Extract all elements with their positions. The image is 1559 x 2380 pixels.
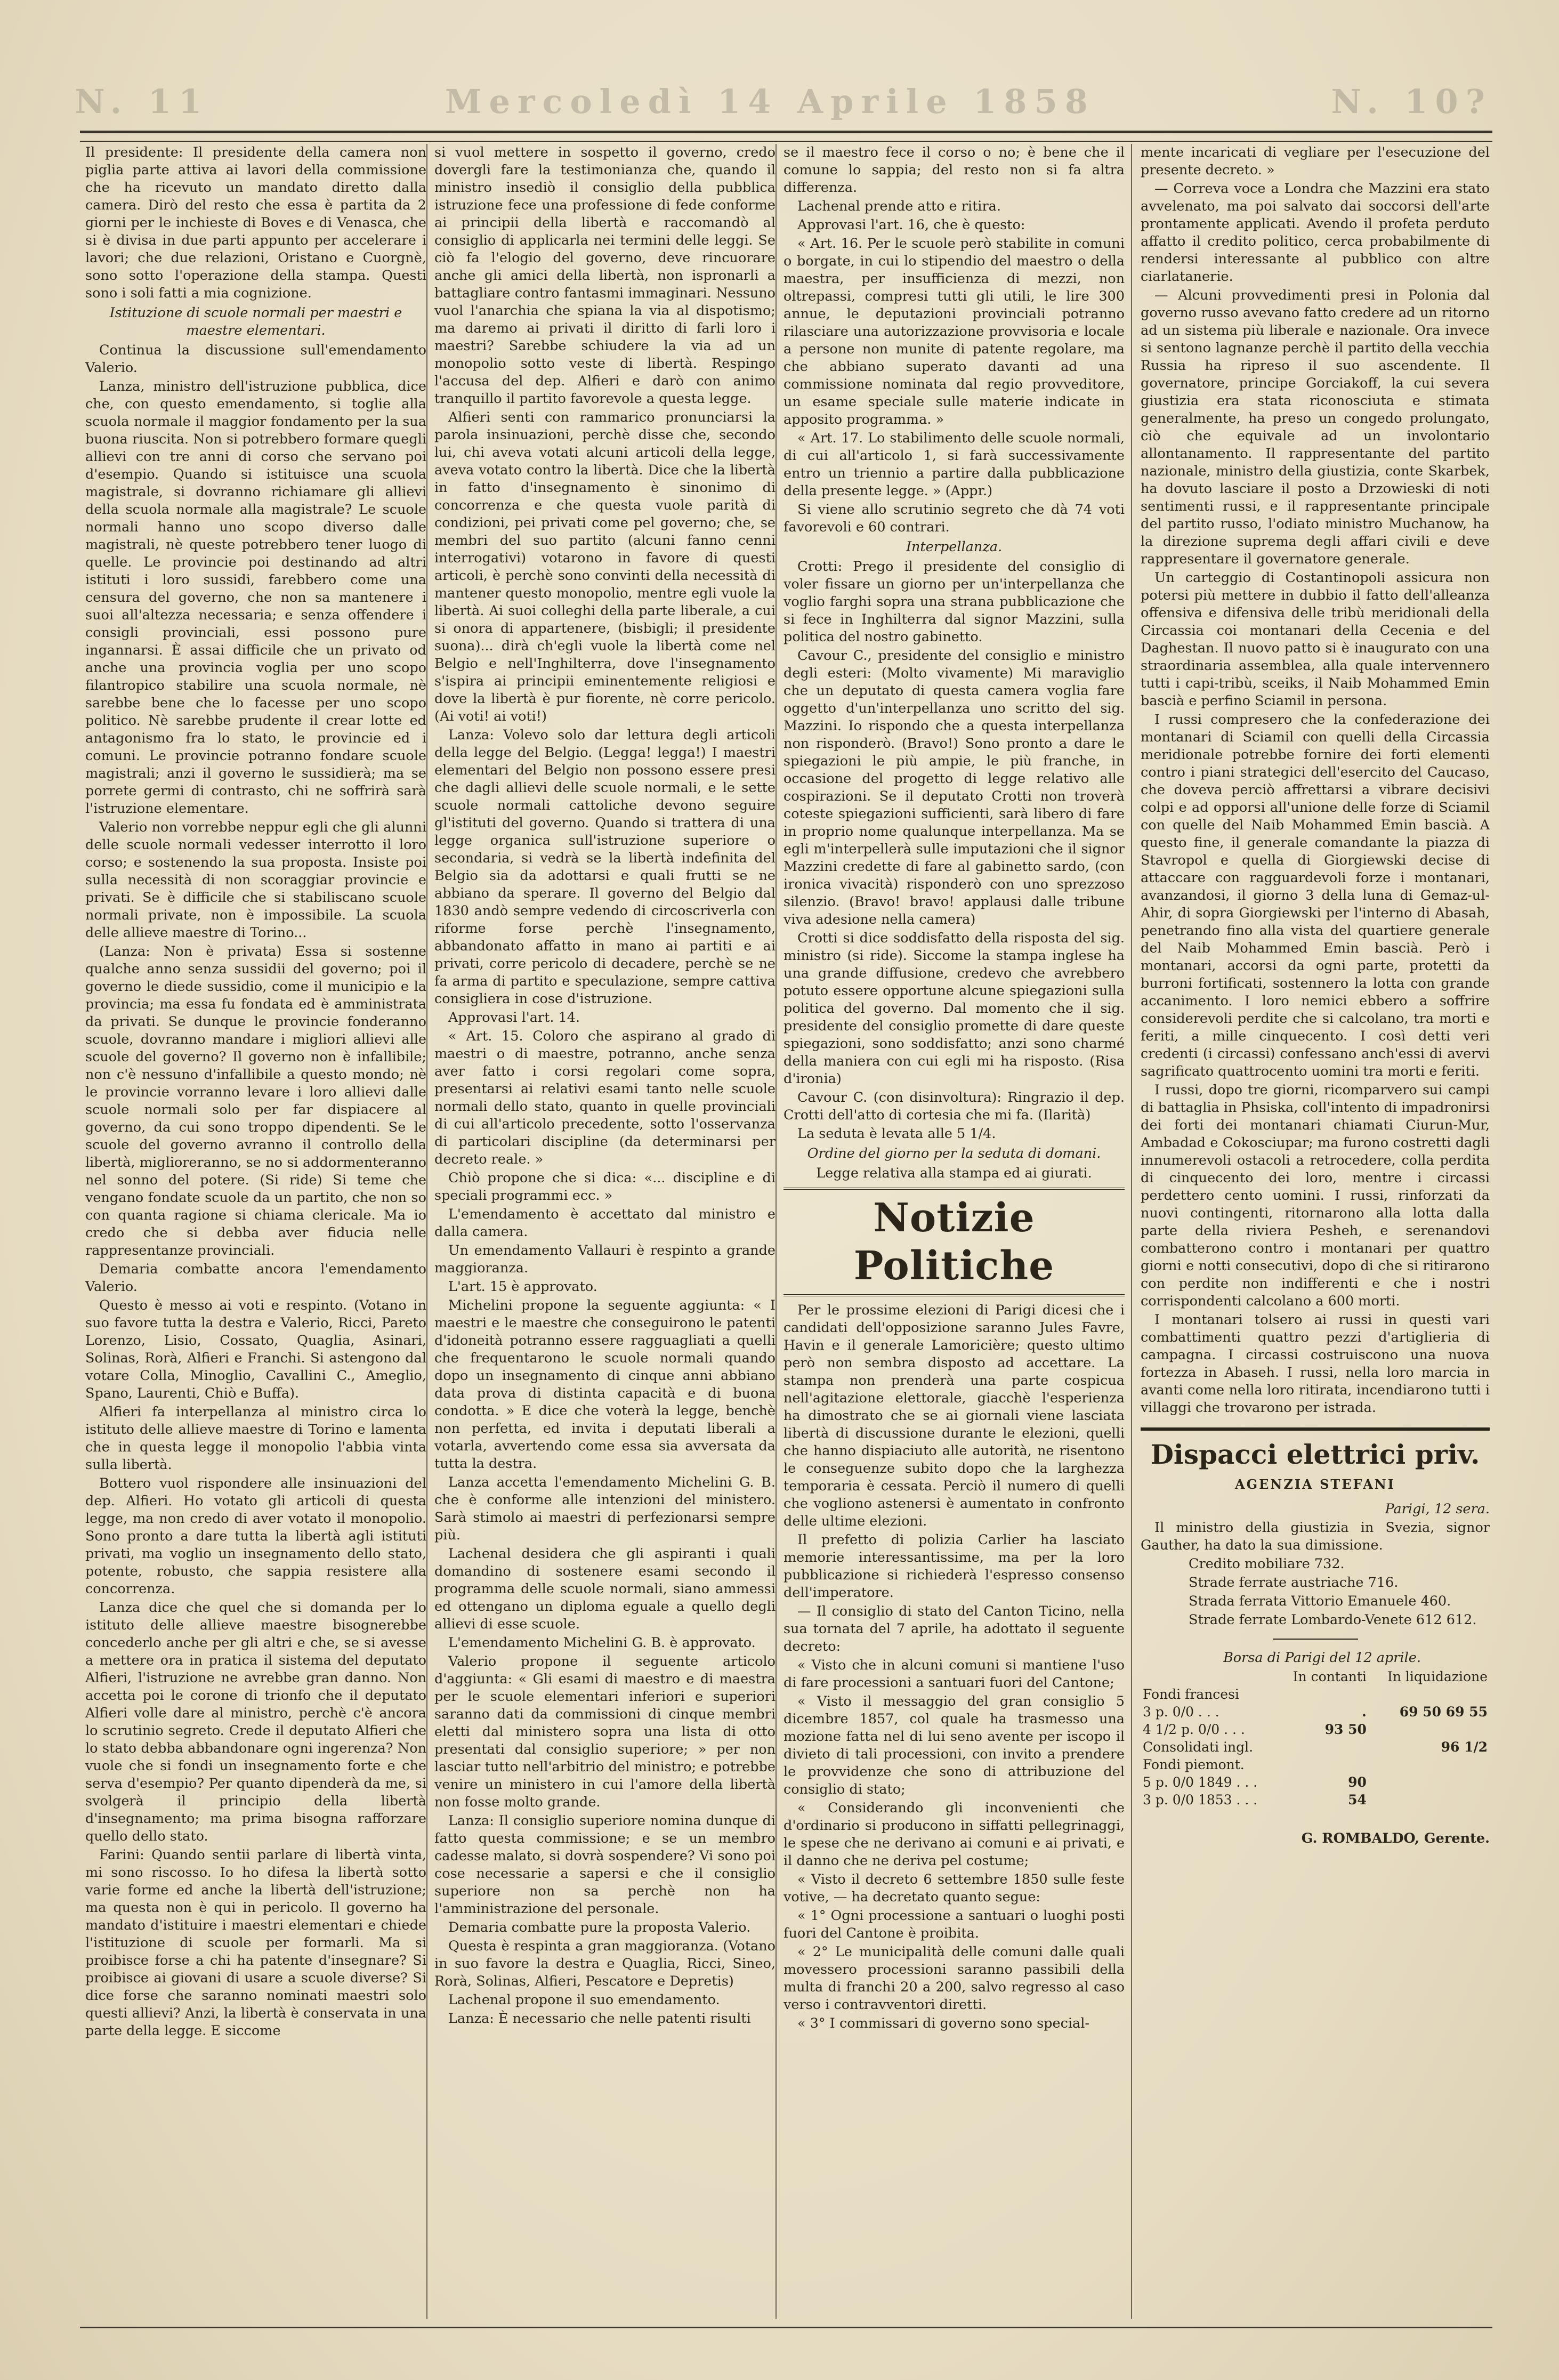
masthead-left: N. 11	[75, 82, 209, 121]
signature: G. ROMBALDO, Gerente.	[1301, 1830, 1490, 1846]
agency-name: AGENZIA STEFANI	[1235, 1477, 1395, 1492]
section-title: Interpellanza.	[906, 539, 1003, 555]
row-liquidazione	[1369, 1791, 1490, 1809]
table-row	[1141, 1721, 1490, 1738]
borsa-title: Borsa di Parigi del 12 aprile.	[1223, 1650, 1421, 1666]
paragraph: Lanza: Il consiglio superiore nomina dunque di fatto questa commissione; e se un membro cadesse malato, si dovrà sospendere? Vi sono poi cose necessarie a sapersi e che il consiglio superiore non sa perchè non ha l'amministrazione del personale.	[434, 1813, 776, 1917]
header-contanti: In contanti	[1293, 1669, 1367, 1684]
row-liquidazione	[1369, 1721, 1490, 1738]
paragraph: Cavour C., presidente del consiglio e ministro degli esteri: (Molto vivamente) Mi maraviglio che un deputato di questa camera voglia fare oggetto d'un'interpellanza uno scritto del sig. Mazzini. Io rispondo che a questa interpellanza non risponderò. (Bravo!) Sono pronto a dare le spiegazioni le più ampie, le più franche, in occasione del progetto di legge relativo alle cospirazioni. Se il deputato Crotti non troverà coteste spiegazioni sufficienti, sarà libero di fare in proprio nome qualunque interpellanza. Ma se egli m'interpellerà sulle imputazioni che il signor Mazzini credette di fare al gabinetto sardo, (con ironica vivacità) risponderò con uno sprezzoso silenzio. (Bravo! bravo! applausi dalle tribune viva adesione nella camera)	[783, 648, 1125, 927]
paragraph: I russi compresero che la confederazione dei montanari di Sciamil con quelli della Circassia meridionale potrebbe fornire dei forti elementi contro i piani strategici dell'esercito del Caucaso, che doveva perciò affrettarsi a vibrare decisivi colpi e ad opporsi all'unione delle forze di Sciamil con quelle del Naib Mohammed Emin bascià. A questo fine, il generale comandante la piazza di Stavropol e quella di Giorgiewski decise di attaccare con ragguardevoli forze i montanari, avanzandosi, il giorno 3 della luna di Gemaz-ul-Ahir, di sopra Giorgiewski per l'interno di Abasah, penetrando fino alla vista del quartiere generale del Naib Mohammed Emin bascià. Però i montanari, accorsi da ogni parte, protetti da burroni fortificati, sostennero la lotta con grande accanimento. I loro nemici ebbero a soffrire considerevoli perdite che si calcolano, tra morti e feriti, a mille cinquecento. I così detti veri credenti (i circassi) confessano anch'essi di avervi sagrificato quattrocento uomini tra morti e feriti.	[1141, 712, 1490, 1079]
paragraph: Lanza: È necessario che nelle patenti risulti	[448, 2011, 751, 2027]
paragraph: si vuol mettere in sospetto il governo, credo dovergli fare la testimonianza che, quando il ministro insediò il consiglio della pubblica istruzione fece una professione di fede conforme ai principii della libertà e raccomandò al consiglio di applicarla nei termini delle leggi. Se ciò fa l'elogio del governo, deve rincuorare anche gli amici della libertà, non ispronarli a battagliare contro fantasmi immaginari. Nessuno vuol l'anarchia che spiana la via al dispotismo; ma daremo ai privati il diritto di farli loro i maestri? Sarebbe schiudere la via ad un monopolio sotto veste di libertà. Respingo l'accusa del dep. Alfieri e darò con animo tranquillo il partito favorevole a questa legge.	[434, 144, 776, 407]
paragraph: Lanza, ministro dell'istruzione pubblica, dice che, con questo emendamento, si toglie alla scuola normale il maggior fondamento per la sua buona riuscita. Non si potrebbero formare quegli allievi con tre anni di corso che servano poi d'esempio. Quando si istituisce una scuola magistrale, si dovranno richiamare gli allievi della scuola normale alla magistrale? Le scuole normali hanno uno scopo diverso dalle magistrali, nè queste potrebbero tener luogo di quelle. Le provincie poi destinando ad altri istituti i loro sussidi, farebbero come una censura del governo, che non sa mantenere i suoi all'altezza necessaria; e senza offendere i consigli provinciali, essi possono pure ingannarsi. È assai difficile che un privato od anche una provincia voglia per uno scopo filantropico stabilire una scuola normale, nè sarebbe bene che lo facesse per uno scopo politico. Nè sarebbe prudente il crear lotte ed antagonismo fra lo stato, le provincie ed i comuni. Le provincie potranno fondare scuole magistrali; anzi il governo le sussidierà; ma se porrete germi di contrasto, chi ne soffrirà sarà l'istruzione elementare.	[85, 378, 426, 817]
paragraph: — Correva voce a Londra che Mazzini era stato avvelenato, ma poi salvato dai soccorsi dell'arte prontamente applicati. Avendo il profeta perduto affatto il credito politico, cerca probabilmente di rendersi interessante al pubblico con altre ciarlatanerie.	[1141, 181, 1490, 285]
paragraph: « Considerando gli inconvenienti che d'ordinario si producono in siffatti pellegrinaggi, le spese che ne derivano ai comuni e ai privati, e il danno che ne deriva pel costume;	[783, 1800, 1125, 1869]
dispatch-item: Strade ferrate Lombardo-Venete 612 612.	[1189, 1612, 1477, 1628]
paragraph: « 3° I commissari di governo sono special-	[797, 2015, 1090, 2031]
paragraph: Approvasi l'art. 16, che è questo:	[797, 217, 1025, 233]
table-row	[1141, 1791, 1490, 1809]
paragraph: « Art. 15. Coloro che aspirano al grado di maestri o di maestre, potranno, anche senza aver fatto i corsi regolari come sopra, presentarsi ai relativi esami tanto nelle scuole normali dello stato, quanto in quelle provinciali di cui all'articolo precedente, sotto l'osservanza di particolari discipline (da determinarsi per decreto reale. »	[434, 1028, 776, 1167]
separator	[1273, 1639, 1358, 1640]
column-1	[85, 144, 426, 2319]
paragraph: « Art. 16. Per le scuole però stabilite in comuni o borgate, in cui lo stipendio del maestro o della maestra, per insufficienza di mezzi, non oltrepassi, compresi tutti gli utili, le lire 300 annue, le deputazioni provinciali potranno rilasciare una autorizzazione provvisoria e locale a persone non munite di patente regolare, ma che abbiano superato davanti ad una commissione nominata dal regio provveditore, un esame speciale sulle materie indicate in apposito programma. »	[783, 236, 1125, 427]
masthead-right: N. 10?	[1331, 82, 1492, 121]
paragraph: Chiò propone che si dica: «... discipline e di speciali programmi ecc. »	[434, 1170, 776, 1204]
paragraph: Lanza dice che quel che si domanda per lo istituto delle allieve maestre bisognerebbe concederlo anche per gli altri e che, se si avesse a mettere ora in pratica il sistema del deputato Alfieri, l'istruzione ne avrebbe gran danno. Non accetta poi le corone di trionfo che il deputato Alfieri volle dare al ministro, perchè c'è ancora lo scrutinio segreto. Crede il deputato Alfieri che lo stato debba abbandonare ogni ingerenza? Non vuole che si fondi un insegnamento forte e che serva d'esempio? Per quanto dipenderà da me, si svolgerà il principio della libertà d'insegnamento; ma prima bisogna rafforzare quello dello stato.	[85, 1600, 426, 1844]
row-liquidazione	[1369, 1685, 1490, 1703]
paragraph: Questo è messo ai voti e respinto. (Votano in suo favore tutta la destra e Valerio, Ricci, Pareto Lorenzo, Lisio, Cossato, Quaglia, Asinari, Solinas, Rorà, Alfieri e Franchi. Si astengono dal votare Colla, Minoglio, Cavallini C., Ameglio, Spano, Laurenti, Chiò e Buffa).	[85, 1297, 426, 1401]
paragraph: Crotti si dice soddisfatto della risposta del sig. ministro (si ride). Siccome la stampa inglese ha una grande diffusione, credevo che avrebbero potuto essere opportune alcune spiegazioni sulla politica del governo. Dal momento che il sig. presidente del consiglio promette di dare queste spiegazioni, sono soddisfatto; anzi sono charmé della maniera con cui egli mi ha risposto. (Risa d'ironia)	[783, 930, 1125, 1087]
paragraph: L'art. 15 è approvato.	[448, 1279, 597, 1295]
row-label: Consolidati ingl.	[1143, 1739, 1254, 1755]
table-header	[1141, 1668, 1490, 1685]
row-label: 3 p. 0/0 . . .	[1143, 1704, 1219, 1720]
bottom-rule	[80, 2327, 1492, 2328]
dispatch-item: Credito mobiliare 732.	[1189, 1556, 1345, 1572]
paragraph: (Lanza: Non è privata) Essa si sostenne qualche anno senza sussidii del governo; poi il governo le diede sussidio, come il municipio e la provincia; ma essa fu fondata ed è amministrata da privati. Se dunque le provincie fonderanno scuole, dovranno mandare i migliori allievi alle scuole del governo? Il governo non è infallibile; non c'è nessuno d'infallibile a questo mondo; nè le provincie vorranno levare i loro allievi dalle scuole normali solo per far dispiacere al governo, da cui sono troppo dipendenti. Se le scuole del governo avranno il controllo della libertà, miglioreranno, se no si addormenteranno nel sonno del potere. (Si ride) Si teme che vengano fondate scuole da un partito, che non so con quanta ragione si chiama clericale. Ma io credo che si debba aver fiducia nelle rappresentanze provinciali.	[85, 943, 426, 1258]
row-contanti	[1279, 1738, 1369, 1756]
row-label: Fondi francesi	[1143, 1687, 1239, 1702]
paragraph: Il prefetto di polizia Carlier ha lasciato memorie interessantissime, ma per la loro pubblicazione si richiederà l'espresso consenso dell'imperatore.	[783, 1532, 1125, 1601]
paragraph: Un emendamento Vallauri è respinto a grande maggioranza.	[434, 1243, 776, 1276]
row-liquidazione: 96 1/2	[1441, 1739, 1488, 1755]
section-heading: Notizie Politiche	[853, 1195, 1055, 1289]
dispatch-heading: Dispacci elettrici priv.	[1150, 1439, 1480, 1470]
row-contanti: 54	[1348, 1792, 1367, 1808]
paragraph: Alfieri senti con rammarico pronunciarsi la parola insinuazioni, perchè disse che, secondo lui, chi aveva votati alcuni articoli della legge, aveva votato contro la libertà. Dice che la libertà in fatto d'insegnamento è sinonimo di concorrenza e che questa vuole parità di condizioni, pei privati come pel governo; che, se membri del suo partito (alcuni fanno cenni interrogativi) votarono in favore di questi articoli, è perchè sono convinti della necessità di mantener questo monopolio, mentre egli vuole la libertà. Ai suoi colleghi della parte liberale, a cui si onora di appartenere, (bisbigli; il presidente suona)... dirà ch'egli vuole la libertà come nel Belgio e nell'Inghilterra, dove l'insegnamento s'ispira ai principii eminentemente religiosi e dove la libertà è pur fiorente, nè corre pericolo. (Ai voti! ai voti!)	[434, 409, 776, 724]
paragraph: « Visto che in alcuni comuni si mantiene l'uso di fare processioni a santuari fuori del Cantone;	[783, 1657, 1125, 1691]
paragraph: Farini: Quando sentii parlare di libertà vinta, mi sono riscosso. Io ho difesa la libertà sotto varie forme ed anche la libertà dell'istruzione; ma questa non è qui in pericolo. Il governo ha mandato d'istituire i maestri elementari e chiede l'istituzione di scuole per formarli. Ma si proibisce forse a chi ha patente d'insegnare? Si proibisce ai giovani di usare a scuole diverse? Si dice forse che saranno nominati maestri solo questi allievi? Anzi, la libertà è conservata in una parte della legge. E siccome	[85, 1847, 426, 2039]
paragraph: — Alcuni provvedimenti presi in Polonia dal governo russo avevano fatto credere ad un ritorno ad un sistema più liberale e nazionale. Ora invece si sentono lagnanze perchè il partito della vecchia Russia ha ripreso il suo ascendente. Il governatore, principe Gorciakoff, la cui severa giustizia era stata riconosciuta e stimata generalmente, ha preso un congedo prolungato, ciò che equivale ad un involontario allontanamento. Il rappresentante del partito nazionale, ministro della giustizia, conte Skarbek, ha dovuto lasciare il posto a Drzowieski di noti sentimenti russi, e il rappresentante principale del partito russo, l'odiato ministro Muchanow, ha la direzione suprema degli affari civili e deve rappresentare il governatore generale.	[1141, 287, 1490, 567]
row-label: Fondi piemont.	[1143, 1757, 1245, 1772]
paragraph: se il maestro fece il corso o no; è bene che il comune lo sappia; del resto non si fa altra differenza.	[783, 144, 1125, 196]
paragraph: Crotti: Prego il presidente del consiglio di voler fissare un giorno per un'interpellanza che voglio farghi sopra una strana pubblicazione che si fece in Inghilterra dal signor Mazzini, sulla politica del nostro gabinetto.	[783, 559, 1125, 645]
dispatch-item: Strade ferrate austriache 716.	[1189, 1575, 1399, 1591]
dispatch-item: Strada ferrata Vittorio Emanuele 460.	[1189, 1593, 1451, 1609]
table-row	[1141, 1756, 1490, 1773]
row-liquidazione	[1369, 1773, 1490, 1791]
section-title: Istituzione di scuole normali per maestri e maestre elementari.	[109, 305, 402, 338]
row-contanti	[1279, 1756, 1369, 1773]
paragraph: L'emendamento è accettato dal ministro e dalla camera.	[434, 1206, 776, 1240]
paragraph: Valerio propone il seguente articolo d'aggiunta: « Gli esami di maestro e di maestra per le scuole elementari inferiori e superiori saranno dati da commissioni di cinque membri eletti dal ministero sopra una lista di otto presentati dal consiglio superiore; » per non lasciar tutto nell'arbitrio del ministro; e potrebbe venire un ministero in cui l'amore della libertà non fosse molto grande.	[434, 1653, 776, 1810]
paragraph: L'emendamento Michelini G. B. è approvato.	[448, 1635, 756, 1651]
paragraph: « Visto il messaggio del gran consiglio 5 dicembre 1857, col quale ha trasmesso una mozione fatta nel di lui seno avente per iscopo il divieto di tali processioni, con invito a prendere le provvidenze che sono di attribuzione del consiglio di stato;	[783, 1693, 1125, 1797]
column-4	[1141, 144, 1490, 2319]
borsa-table	[1141, 1668, 1490, 1809]
paragraph: Michelini propone la seguente aggiunta: « I maestri e le maestre che conseguirono le patenti d'idoneità potranno essere ragguagliati a quelli che frequentarono le scuole normali quando dopo un insegnamento di cinque anni abbiano data prova di distinta capacità e di buona condotta. » E dice che voterà la legge, benchè non perfetta, ed invita i deputati liberali a votarla, avvertendo come essa sia avversata da tutta la destra.	[434, 1297, 776, 1472]
paragraph: Cavour C. (con disinvoltura): Ringrazio il dep. Crotti dell'atto di cortesia che mi fa. (Ilarità)	[783, 1090, 1125, 1123]
row-contanti: .	[1362, 1704, 1367, 1720]
paragraph: Il ministro della giustizia in Svezia, signor Gauther, ha dato la sua dimissione.	[1141, 1520, 1490, 1553]
row-contanti: 93 50	[1324, 1722, 1367, 1737]
row-liquidazione: 69 50 69 55	[1399, 1704, 1488, 1720]
column-2	[434, 144, 776, 2319]
table-row	[1141, 1703, 1490, 1721]
paragraph: La seduta è levata alle 5 1/4.	[797, 1126, 996, 1142]
masthead-date: Mercoledì 14 Aprile 1858	[445, 82, 1095, 121]
dispatch-heading-box	[1141, 1427, 1490, 1472]
column-3	[783, 144, 1125, 2319]
paragraph: Lanza accetta l'emendamento Michelini G. B. che è conforme alle intenzioni del ministero. Sarà stimolo ai maestri di perfezionarsi sempre più.	[434, 1474, 776, 1543]
paragraph: « 1° Ogni processione a santuari o luoghi posti fuori del Cantone è proibita.	[783, 1908, 1125, 1941]
column-divider	[1131, 144, 1132, 2319]
agenda-title: Ordine del giorno per la seduta di domani.	[807, 1145, 1101, 1161]
paragraph: Lanza: Volevo solo dar lettura degli articoli della legge del Belgio. (Legga! legga!) I maestri elementari del Belgio non possono essere presi che dagli allievi delle scuole normali, e le sette scuole normali cattoliche devono seguire gl'istituti del governo. Quando si trattera di una legge organica sull'istruzione superiore o secondaria, si vedrà se la libertà indefinita del Belgio sia da adottarsi e quali frutti se ne abbiano da sperare. Il governo del Belgio dal 1830 andò sempre vedendo di circoscriverla con riforme forse perchè l'insegnamento, abbandonato affatto in mano ai partiti e ai privati, corre pericolo di decadere, perchè se ne fa arma di partito e speculazione, sempre cattiva consigliera in cose d'istruzione.	[434, 727, 776, 1007]
row-label: 4 1/2 p. 0/0 . . .	[1143, 1722, 1245, 1737]
agenda-item: Legge relativa alla stampa ed ai giurati.	[816, 1165, 1092, 1181]
row-liquidazione	[1369, 1756, 1490, 1773]
top-rule	[80, 131, 1492, 142]
paragraph: Demaria combatte ancora l'emendamento Valerio.	[85, 1261, 426, 1295]
paragraph: Alfieri fa interpellanza al ministro circa lo istituto delle allieve maestre di Torino e lamenta che in questa legge il monopolio l'abbia vinta sulla libertà.	[85, 1404, 426, 1473]
header-liquidazione: In liquidazione	[1387, 1669, 1488, 1684]
paragraph: Lachenal prende atto e ritira.	[797, 198, 1001, 214]
paragraph: Questa è respinta a gran maggioranza. (Votano in suo favore la destra e Quaglia, Ricci, Sineo, Rorà, Solinas, Alfieri, Pescatore e Depretis)	[434, 1938, 776, 1989]
paragraph: mente incaricati di vegliare per l'esecuzione del presente decreto. »	[1141, 144, 1490, 178]
section-heading-box	[783, 1188, 1125, 1296]
paragraph: Si viene allo scrutinio segreto che dà 74 voti favorevoli e 60 contrari.	[783, 502, 1125, 535]
paragraph: Bottero vuol rispondere alle insinuazioni del dep. Alfieri. Ho votato gli articoli di questa legge, ma non credo di aver votato il monopolio. Sono pronto a dare tutta la libertà agli istituti privati, ma voglio un insegnamento dello stato, potente, robusto, che sappia resistere alla concorrenza.	[85, 1475, 426, 1597]
paragraph: Continua la discussione sull'emendamento Valerio.	[85, 342, 426, 376]
paragraph: « Visto il decreto 6 settembre 1850 sulle feste votive, — ha decretato quanto segue:	[783, 1871, 1125, 1905]
paragraph: Demaria combatte pure la proposta Valerio.	[448, 1919, 751, 1935]
paragraph: I montanari tolsero ai russi in questi vari combattimenti quattro pezzi d'artiglieria di campagna. I circassi costruiscono una nuova fortezza in Abaseh. I russi, nella loro marcia in avanti come nella loro ritirata, incendiarono tutti i villaggi che trovarono per istrada.	[1141, 1312, 1490, 1416]
paragraph: Il presidente: Il presidente della camera non piglia parte attiva ai lavori della commissione che ha ricevuto un mandato diretto dalla camera. Dirò del resto che essa è partita da 2 giorni per le inchieste di Boves e di Venasca, che si è divisa in due parti appunto per accelerare i lavori; che due relazioni, Oristano e Cuorgnè, sono sotto l'operazione della stampa. Questi sono i soli fatti a mia cognizione.	[85, 144, 426, 301]
paragraph: — Il consiglio di stato del Canton Ticino, nella sua tornata del 7 aprile, ha adottato il seguente decreto:	[783, 1603, 1125, 1655]
row-label: 5 p. 0/0 1849 . . .	[1143, 1774, 1258, 1790]
column-divider	[776, 144, 777, 2319]
masthead	[75, 80, 1492, 123]
paragraph: « 2° Le municipalità delle comuni dalle quali movessero processioni saranno passibili della multa di franchi 20 a 200, salvo regresso al caso verso i contravventori diretti.	[783, 1944, 1125, 2013]
paragraph: Approvasi l'art. 14.	[448, 1010, 580, 1026]
row-contanti: 90	[1348, 1774, 1367, 1790]
paragraph: Lachenal desidera che gli aspiranti i quali domandino di sostenere esami secondo il programma delle scuole normali, siano ammessi ed ottengano un diploma eguale a quello degli allievi di esse scuole.	[434, 1546, 776, 1632]
column-divider	[426, 144, 427, 2319]
paragraph: Per le prossime elezioni di Parigi dicesi che i candidati dell'opposizione saranno Jules Favre, Havin e il generale Lamoricière; questo ultimo però non sembra disposto ad accettare. La stampa non prenderà una parte cospicua nell'agitazione elettorale, giacchè l'esperienza ha dimostrato che se ai giornali viene lasciata libertà di discussione durante le elezioni, quelli che hanno dispiaciuto alle autorità, ne risentono le conseguenze subito dopo che la larghezza temporaria è cessata. Perciò il numero di quelli che vogliono astenersi è aumentato in confronto delle ultime elezioni.	[783, 1302, 1125, 1529]
dateline: Parigi, 12 sera.	[1385, 1501, 1490, 1517]
row-contanti	[1279, 1685, 1369, 1703]
paragraph: I russi, dopo tre giorni, ricomparvero sui campi di battaglia in Phsiska, coll'intento di impadronirsi dei forti dei montanari chiamati Ciurun-Mur, Ambadad e Cokosciupar; ma furono costretti dagli innumerevoli ostacoli a retrocedere, colla perdita di cinquecento dei loro, mentre i circassi perdettero cento uomini. I russi, rinforzati da nuovi contingenti, ritornarono alla lotta dalla parte della riviera Pesheh, e serenandovi combatterono contro i montanari per quattro giorni e notti consecutivi, dopo di che si ritirarono con perdite non indifferenti e che i nostri corrispondenti calcolano a 600 morti.	[1141, 1082, 1490, 1309]
paragraph: « Art. 17. Lo stabilimento delle scuole normali, di cui all'articolo 1, si farà successivamente entro un triennio a partire dalla pubblicazione della presente legge. » (Appr.)	[783, 430, 1125, 499]
paragraph: Un carteggio di Costantinopoli assicura non potersi più mettere in dubbio il fatto dell'alleanza offensiva e difensiva delle tribù meridionali della Circassia coi montanari della Cecenia e del Daghestan. Il nuovo patto si è inaugurato con una straordinaria assemblea, alla quale intervennero tutti i capi-tribù, sceiks, il Naib Mohammed Emin bascià e perfino Sciamil in persona.	[1141, 570, 1490, 709]
table-row	[1141, 1685, 1490, 1703]
table-row	[1141, 1773, 1490, 1791]
paragraph: Lachenal propone il suo emendamento.	[448, 1992, 720, 2008]
table-row	[1141, 1738, 1490, 1756]
paragraph: Valerio non vorrebbe neppur egli che gli alunni delle scuole normali vedesser interrotto il loro corso; e sostenendo la sua proposta. Insiste poi sulla necessità di non scoraggiar provincie e privati. Se è difficile che si stabiliscano scuole normali private, non è impossibile. La scuola delle allieve maestre di Torino...	[85, 819, 426, 941]
row-label: 3 p. 0/0 1853 . . .	[1143, 1792, 1258, 1808]
